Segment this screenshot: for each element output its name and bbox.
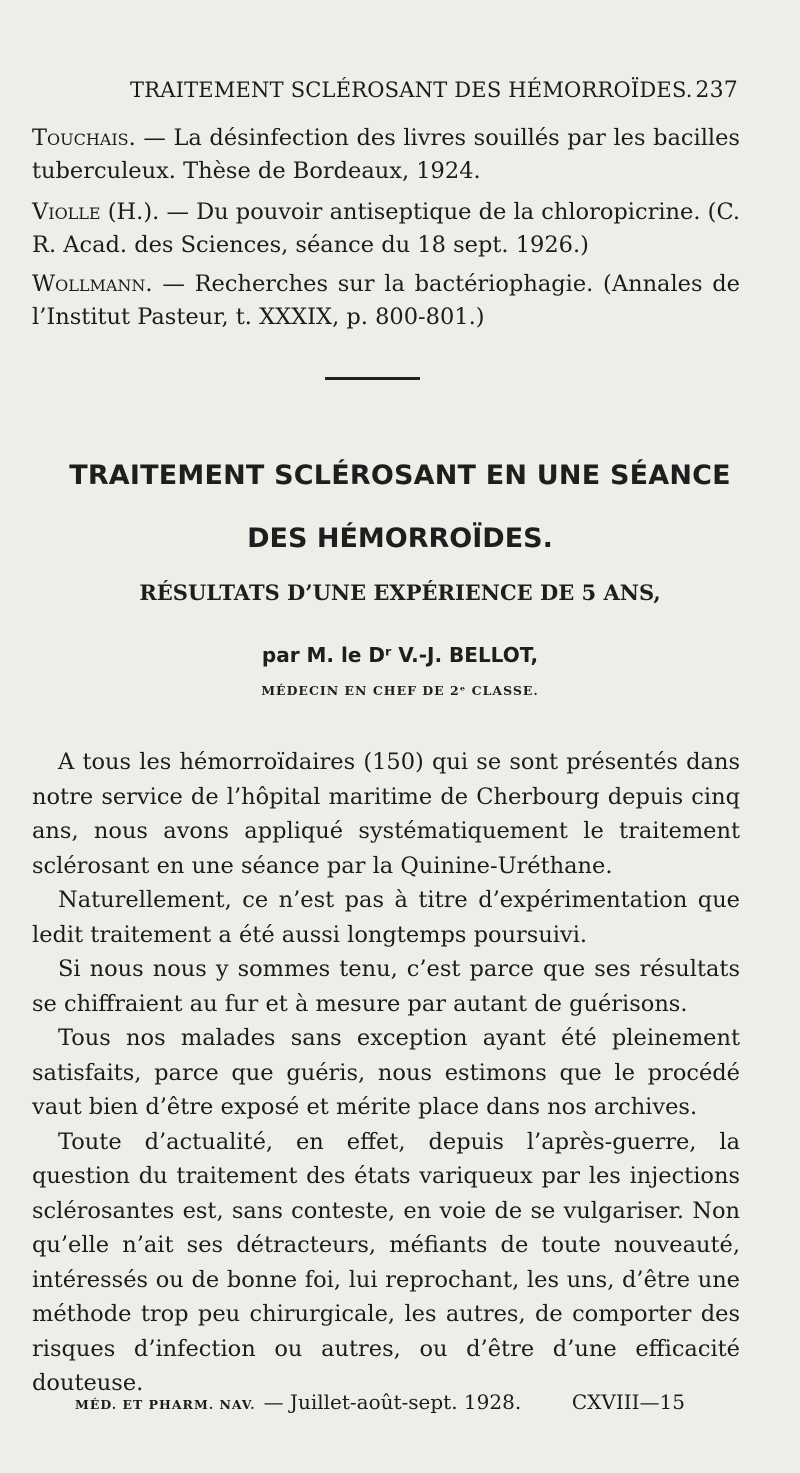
article-title-line2: DES HÉMORROÏDES. bbox=[247, 523, 553, 554]
running-head-title: TRAITEMENT SCLÉROSANT DES HÉMORROÏDES. bbox=[130, 78, 693, 102]
reference-text: — La désinfection des livres souillés par les bacilles tuberculeux. Thèse de Bordeaux, 1924. bbox=[32, 125, 740, 184]
article-subtitle: RÉSULTATS D’UNE EXPÉRIENCE DE 5 ANS, bbox=[139, 580, 661, 605]
reference-entry bbox=[32, 122, 740, 188]
paragraph: Naturellement, ce n’est pas à titre d’expérimentation que ledit traitement a été aussi longtemps poursuivi. bbox=[32, 887, 740, 948]
reference-entry bbox=[32, 196, 740, 262]
paragraph: Si nous nous y sommes tenu, c’est parce que ses résultats se chiffraient au fur et à mesure par autant de guérisons. bbox=[32, 956, 740, 1017]
footer-date: — Juillet-août-sept. 1928. bbox=[263, 1390, 522, 1414]
reference-text: — Recherches sur la bactériophagie. (Annales de l’Institut Pasteur, t. XXXIX, p. 800-801.) bbox=[32, 271, 741, 330]
reference-author: Violle (H.). bbox=[32, 199, 160, 225]
article-byline: par M. le Dʳ V.-J. BELLOT, bbox=[261, 643, 539, 667]
footer-journal: MÉD. ET PHARM. NAV. bbox=[75, 1397, 256, 1412]
paragraph: A tous les hémorroïdaires (150) qui se sont présentés dans notre service de l’hôpital maritime de Cherbourg depuis cinq ans, nous avons appliqué systématiquement le traitement sclérosant en une séance par la Quinine-Uréthane. bbox=[32, 749, 740, 879]
article-body bbox=[32, 745, 740, 1401]
section-divider bbox=[325, 377, 420, 380]
reference-text: — Du pouvoir antiseptique de la chloropicrine. (C. R. Acad. des Sciences, séance du 18 sept. 1926.) bbox=[32, 199, 741, 258]
reference-author: Touchais. bbox=[32, 125, 136, 151]
paragraph: Tous nos malades sans exception ayant été pleinement satisfaits, parce que guéris, nous estimons que le procédé vaut bien d’être exposé et mérite place dans nos archives. bbox=[32, 1025, 740, 1120]
reference-author: Wollmann. bbox=[32, 271, 153, 297]
footer-signature: CXVIII—15 bbox=[571, 1390, 685, 1414]
paragraph: Toute d’actualité, en effet, depuis l’après-guerre, la question du traitement des états variqueux par les injections sclérosantes est, sans conteste, en voie de se vulgariser. Non qu’elle n’ait ses détracteurs, méfiants de toute nouveauté, intéressés ou de bonne foi, lui reprochant, les uns, d’être une méthode trop peu chirurgicale, les autres, de comporter des risques d’infection ou autres, ou d’être d’une efficacité douteuse. bbox=[32, 1128, 740, 1396]
reference-entry bbox=[32, 268, 740, 334]
article-title-line1: TRAITEMENT SCLÉROSANT EN UNE SÉANCE bbox=[69, 460, 731, 491]
page-number: 237 bbox=[695, 78, 738, 103]
running-head bbox=[130, 78, 740, 102]
page-footer bbox=[75, 1390, 685, 1414]
author-rank: MÉDECIN EN CHEF DE 2ᵉ CLASSE. bbox=[261, 683, 539, 698]
